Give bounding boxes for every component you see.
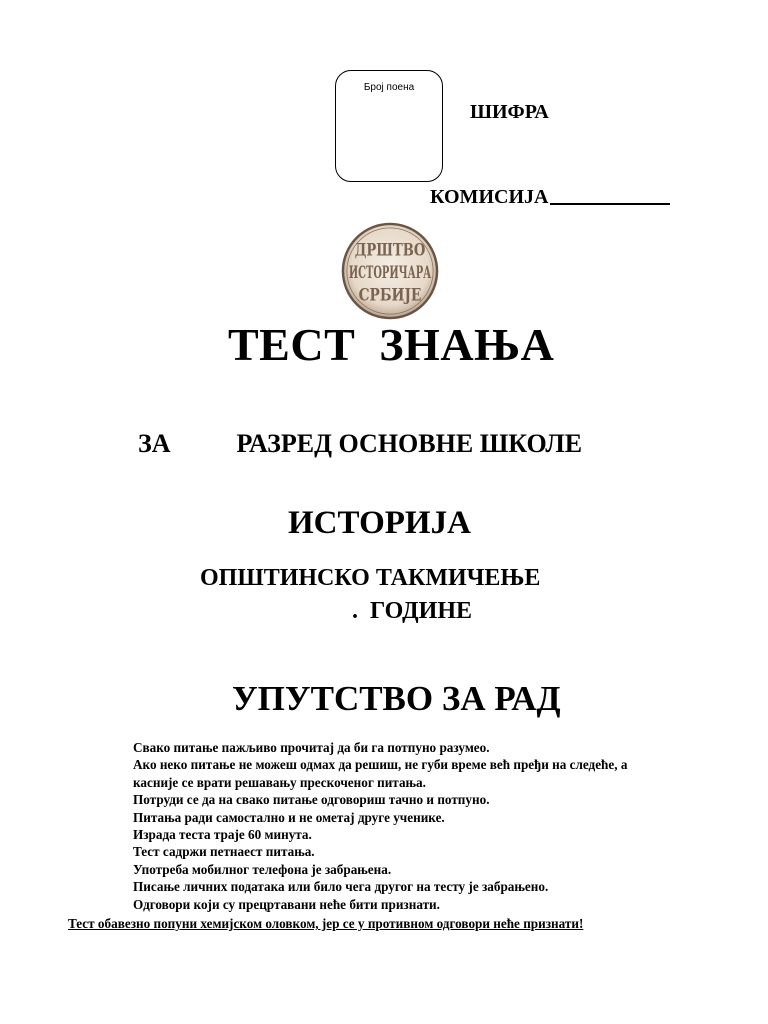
grade-line	[138, 429, 582, 459]
svg-text:ДРШТВО: ДРШТВО	[354, 239, 426, 260]
grade-prefix: ЗА	[138, 429, 171, 458]
commission-field	[430, 186, 670, 209]
instruction-item: Ако неко питање не можеш одмах да решиш, не губи време већ пређи на следеће, а	[133, 757, 628, 773]
code-label: ШИФРА	[470, 101, 549, 123]
instruction-item: Свако питање пажљиво прочитај да би га потпуно разумео.	[133, 740, 490, 755]
commission-blank-line	[550, 203, 670, 205]
points-label: Број поена	[363, 82, 415, 93]
instruction-item: Питања ради самостално и не ометај друге ученике.	[133, 809, 445, 825]
svg-text:СРБИЈЕ: СРБИЈЕ	[358, 284, 422, 305]
instruction-item: Потруди се да на свако питање одговориш тачно и потпуно.	[133, 792, 490, 808]
instruction-item: касније се врати решавању прескоченог питања.	[133, 774, 426, 790]
svg-text:ИСТОРИЧАРА: ИСТОРИЧАРА	[348, 261, 432, 282]
instruction-item: Употреба мобилног телефона је забрањена.	[133, 861, 392, 877]
points-box	[335, 70, 443, 182]
society-seal-logo	[341, 222, 439, 320]
instructions-title: УПУТСТВО ЗА РАД	[232, 679, 561, 718]
page-title: ТЕСТ ЗНАЊА	[228, 319, 555, 370]
instruction-item: Израда теста траје 60 минута.	[133, 827, 312, 843]
instruction-item: Одговори који су прецртавани неће бити признати.	[133, 896, 440, 912]
year-line: . ГОДИНЕ	[352, 598, 472, 624]
commission-label: КОМИСИЈА	[430, 186, 549, 208]
grade-suffix: РАЗРЕД ОСНОВНЕ ШКОЛЕ	[236, 429, 583, 458]
pen-notice: Тест обавезно попуни хемијском оловком, јер се у противном одговори неће признати!	[68, 916, 584, 931]
instructions-list	[133, 739, 733, 913]
subject-heading: ИСТОРИЈА	[288, 505, 471, 541]
instruction-item: Писање личних података или било чега другог на тесту је забрањено.	[133, 879, 549, 895]
instruction-item: Тест садржи петнаест питања.	[133, 844, 315, 860]
competition-heading: ОПШТИНСКО ТАКМИЧЕЊЕ	[200, 565, 541, 591]
